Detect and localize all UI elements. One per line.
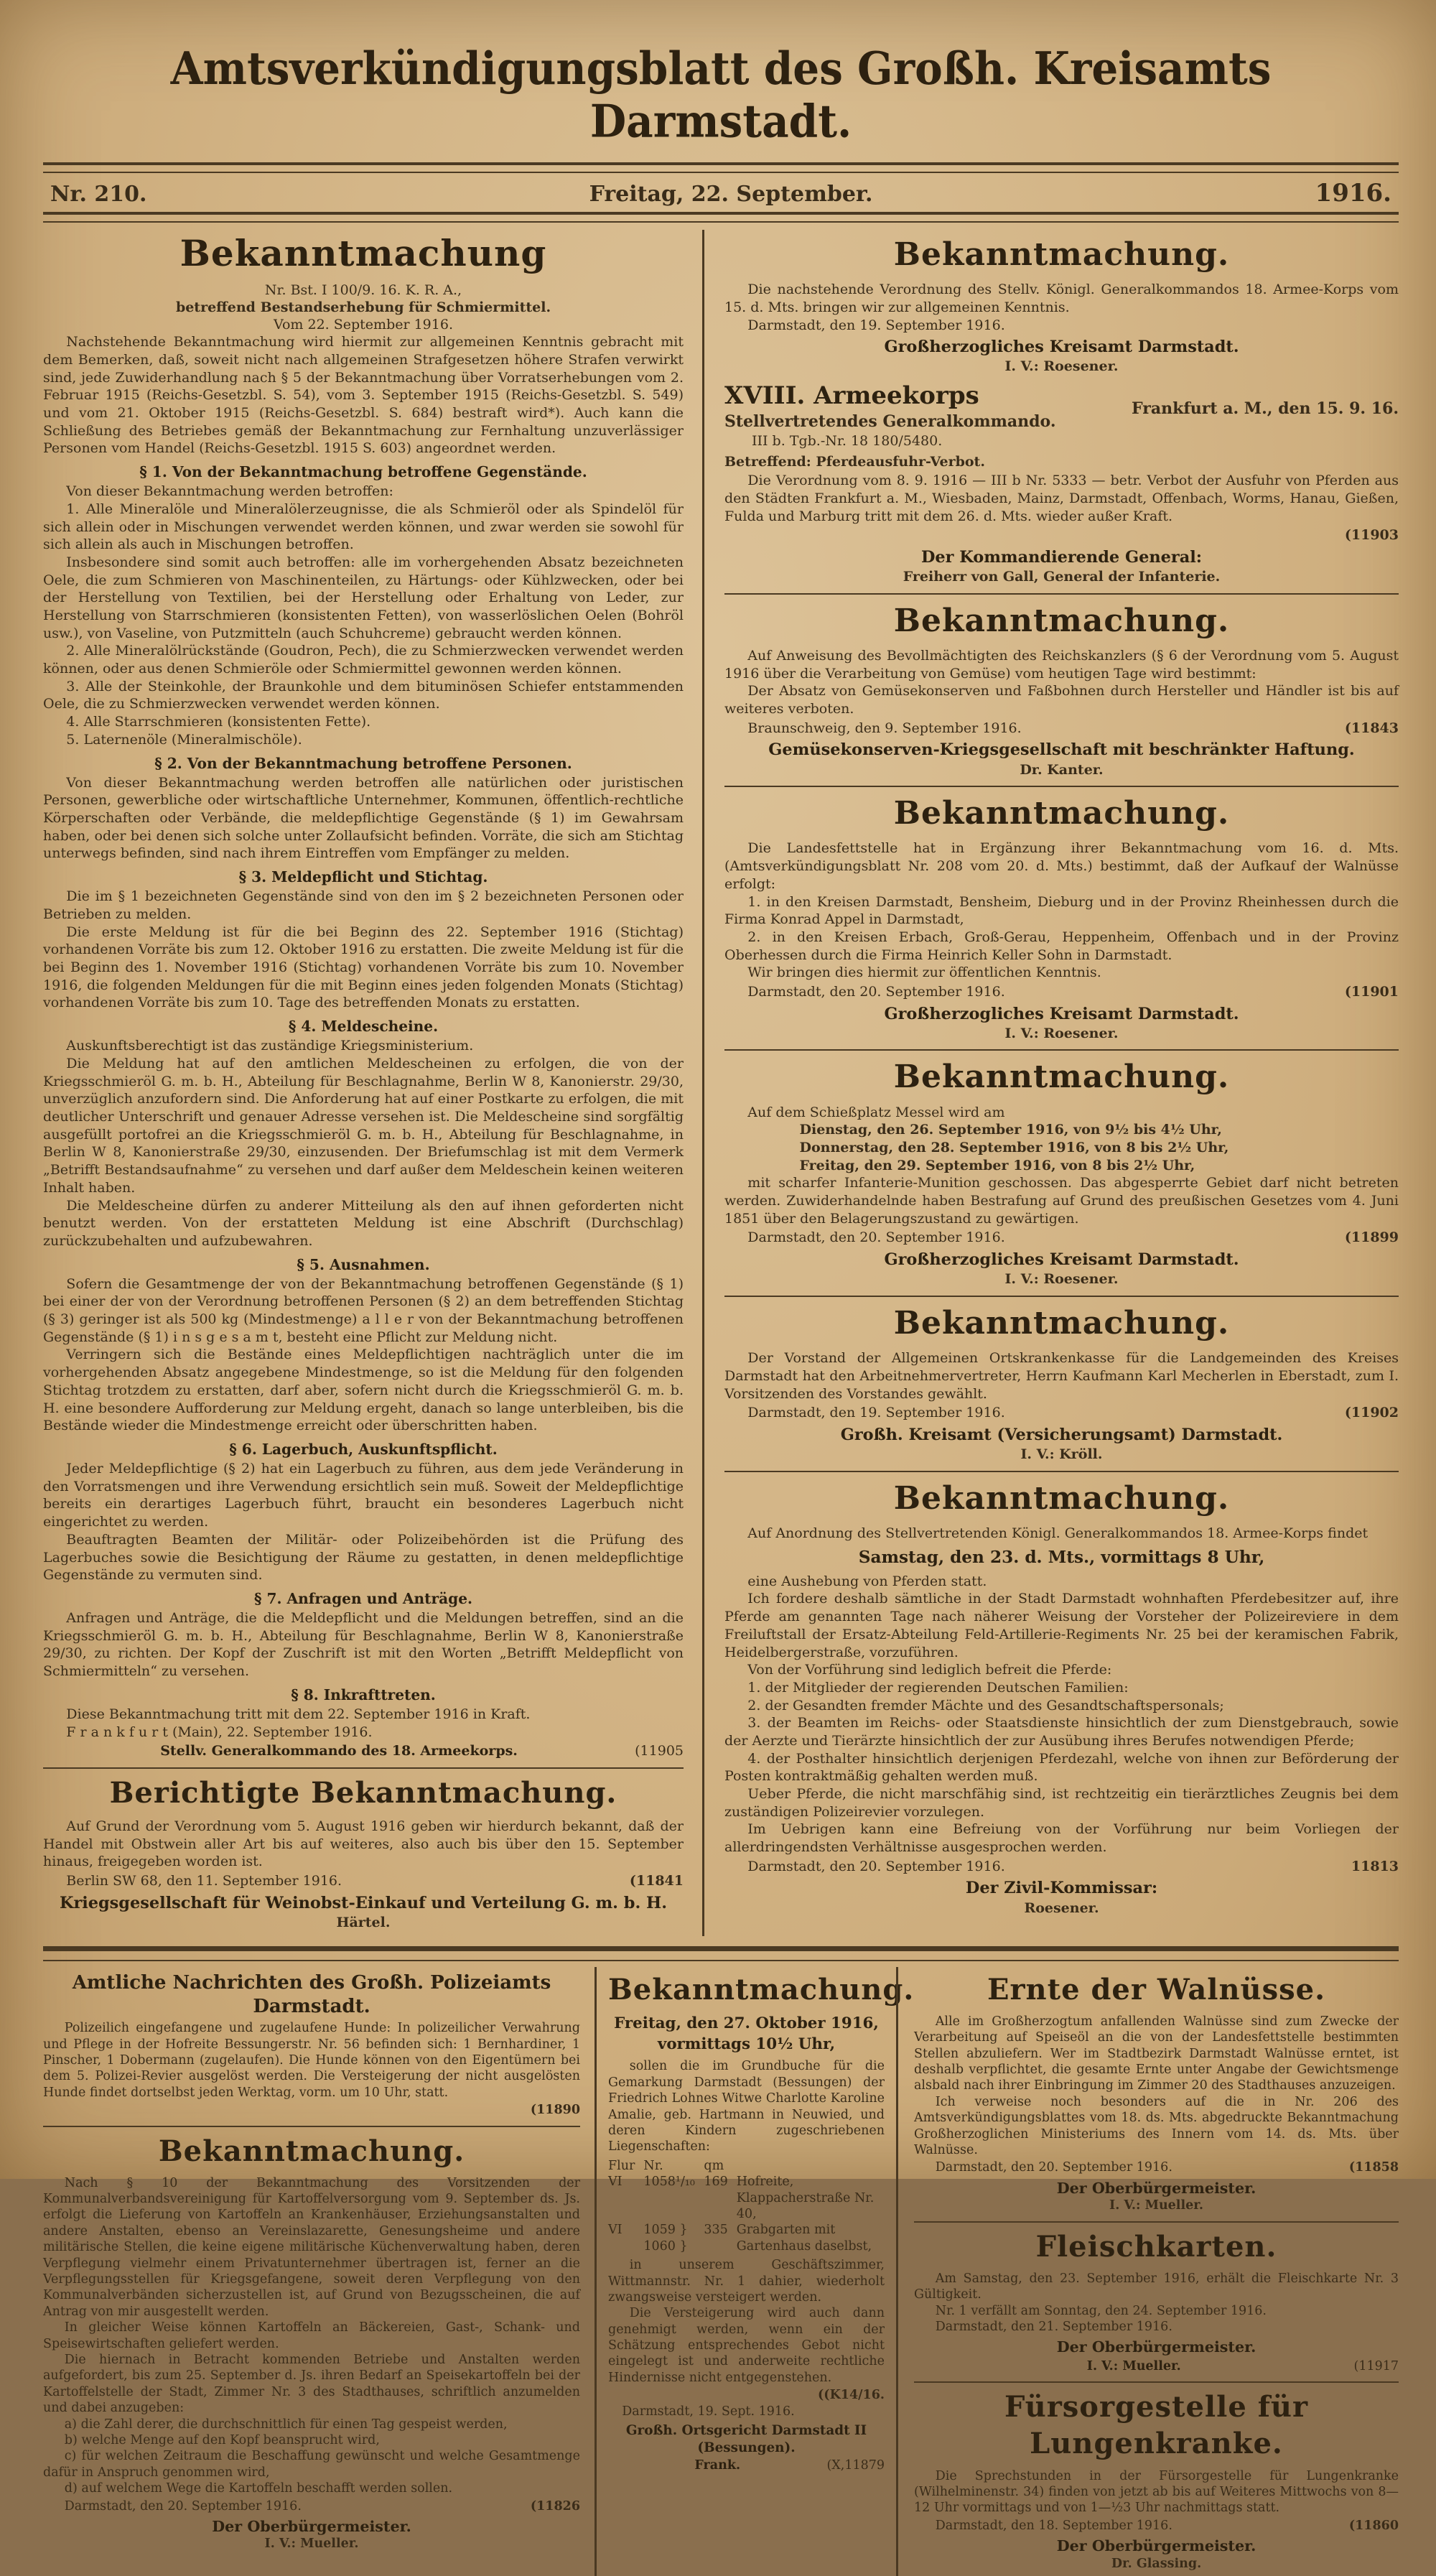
- signature-name: I. V.: Kröll.: [1020, 1446, 1103, 1463]
- article-title: Bekanntmachung.: [893, 795, 1230, 832]
- dateline: [724, 1858, 1399, 1876]
- article-title: Bekanntmachung.: [893, 236, 1230, 273]
- paragraph: Insbesondere sind somit auch betroffen: alle im vorhergehenden Absatz bezeichneten Oele, die zum Schmieren von Maschinenteilen, zu Härtungs- oder Kühlzwecken, oder bei der Herstellung von Textilien, bei der Herstellung oder Erhaltung von Leder, zur Herstellung von Starrschmieren (konsistenten Fetten), von wasserlöslichen Oelen (Bohröl usw.), von Vaseline, von Putzmitteln (auch Schuhcreme) gebraucht werden können.: [43, 554, 684, 641]
- article-divider: [724, 786, 1399, 787]
- article-schmiermittel: [43, 230, 684, 1760]
- article-subtitle: Nr. Bst. I 100/9. 16. K. R. A.,: [264, 282, 462, 298]
- reference-number: (11903: [1344, 527, 1399, 544]
- dateline: [914, 2159, 1399, 2175]
- article-body: [724, 281, 1399, 334]
- paragraph: Von dieser Bekanntmachung werden betroffen:: [66, 483, 393, 500]
- reference-number: (11899: [1344, 1229, 1399, 1246]
- paragraph: Von dieser Bekanntmachung werden betroffen alle natürlichen oder juristischen Personen, gewerbliche oder wirtschaftliche Unternehmer, Kommunen, öffentlich-rechtliche Körperschaften oder Verbände, die meldepflichtige Gegenstände (§ 1) im Gewahrsam haben, oder bei denen sich solche unter Zollaufsicht befinden. Vorräte, die sich am Stichtag unterwegs befinden, sind nach ihrem Eintreffen vom Empfänger zu melden.: [43, 774, 684, 862]
- reference-row: [608, 2387, 885, 2403]
- article-body: [43, 2175, 580, 2497]
- paragraph: Die Verordnung vom 8. 9. 1916 — III b Nr. 5333 — betr. Verbot der Ausfuhr von Pferden aus den Städten Frankfurt a. M., Wiesbaden, Mainz, Darmstadt, Offenbach, Worms, Hanau, Gießen, Fulda und Marburg tritt mit dem 26. d. Mts. wieder außer Kraft.: [724, 473, 1399, 524]
- paragraph: Im Uebrigen kann eine Befreiung von der Vorführung nur beim Vorliegen der allerdringendsten Verhältnisse ausgesprochen werden.: [724, 1821, 1399, 1856]
- article-title: Berichtigte Bekanntmachung.: [109, 1776, 617, 1810]
- paragraph: Ueber Pferde, die nicht marschfähig sind, ist rechtzeitig ein tierärztliches Zeugnis bei dem zuständigen Polizeirevier vorzulegen.: [724, 1786, 1399, 1820]
- reference-number: (11841: [629, 1873, 684, 1889]
- article-polizeiamt-nachrichten: [43, 1971, 580, 2119]
- section-heading: § 2. Von der Bekanntmachung betroffene Personen.: [154, 754, 572, 772]
- left-column: [43, 230, 702, 1936]
- paragraph: Donnerstag, den 28. September 1916, von 8 bis 2½ Uhr,: [799, 1140, 1229, 1156]
- paragraph: 1. Alle Mineralöle und Mineralölerzeugnisse, die als Schmieröl oder als Spindelöl für sich allein oder in Mischungen verwendet werden können, und zwar werden sie sowohl für sich allein als auch in Mischungen betroffen.: [43, 501, 684, 553]
- reference-number: 11813: [1351, 1858, 1399, 1874]
- cell-desc: Grabgarten mit Gartenhaus daselbst,: [736, 2223, 872, 2254]
- article-body: [724, 472, 1399, 525]
- reference-number: (11917: [1353, 2358, 1399, 2373]
- issue-year: 1916.: [1315, 179, 1391, 208]
- article-ernte-der-walnuesse: [914, 1971, 1399, 2214]
- section-body: [43, 483, 684, 748]
- signature: Der Oberbürgermeister.: [212, 2517, 411, 2535]
- signature-name: I. V.: Roesener.: [1004, 1025, 1119, 1041]
- paragraph: Ich fordere deshalb sämtliche in der Stadt Darmstadt wohnhaften Pferdebesitzer auf, ihre Pferde am genannten Tage nach näherer Weisung der Vorsteher der Polizeireviere in dem Freiluftstall der Ersatz-Abteilung Feld-Artillerie-Regiments Nr. 25 bei der keramischen Fabrik, Heidelbergerstraße, vorzuführen.: [724, 1591, 1399, 1660]
- article-fleischkarten: [914, 2228, 1399, 2375]
- paragraph: Auf Anweisung des Bevollmächtigten des Reichskanzlers (§ 6 der Verordnung vom 5. August 1916 über die Verarbeitung von Gemüse) vom heutigen Tage wird bestimmt:: [724, 648, 1399, 682]
- bottom-section: [43, 1967, 1399, 2576]
- article-body: [914, 2014, 1399, 2159]
- article-title: Fürsorgestelle für Lungenkranke.: [1004, 2390, 1309, 2461]
- korps-header: [724, 380, 1399, 450]
- section-body: [43, 1037, 684, 1250]
- section-body: [43, 1460, 684, 1584]
- table-row: [608, 2222, 885, 2254]
- paragraph: a) die Zahl derer, die durchschnittlich für einen Tag gespeist werden,: [64, 2417, 508, 2432]
- section-body: [43, 774, 684, 862]
- korps-dateline: Frankfurt a. M., den 15. 9. 16.: [1132, 399, 1399, 419]
- signature: Stellv. Generalkommando des 18. Armeekorps.: [160, 1743, 518, 1759]
- signature: Großh. Kreisamt (Versicherungsamt) Darmstadt.: [840, 1425, 1283, 1444]
- paragraph: 2. in den Kreisen Erbach, Groß-Gerau, Heppenheim, Offenbach und in der Provinz Oberhessen durch die Firma Heinrich Keller Sohn in Darmstadt.: [724, 929, 1399, 963]
- signature: Großh. Ortsgericht Darmstadt II (Bessungen).: [625, 2423, 867, 2455]
- paragraph: 3. Alle der Steinkohle, der Braunkohle und dem bituminösen Schiefer entstammenden Oele, die zu Schmierzwecken verwendet werden können.: [43, 678, 684, 712]
- paragraph: Der Absatz von Gemüsekonserven und Faßbohnen durch Hersteller und Händler ist bis auf weiteres verboten.: [724, 683, 1399, 717]
- reference-number: (11905: [635, 1743, 684, 1759]
- paragraph: Ich verweise noch besonders auf die in Nr. 206 des Amtsverkündigungsblattes vom 18. ds. Mts. abgedruckte Bekanntmachung Großherzoglichen Ministeriums des Innern vom 14. ds. Mts. über Walnüsse.: [914, 2094, 1399, 2157]
- signature-row: [914, 2358, 1399, 2374]
- signature-name: Roesener.: [1024, 1900, 1099, 1916]
- article-body: [724, 1573, 1399, 1856]
- section-heading: § 4. Meldescheine.: [288, 1018, 439, 1036]
- paragraph: 5. Laternenöle (Mineralmischöle).: [66, 731, 302, 748]
- paragraph: sollen die im Grundbuche für die Gemarkung Darmstadt (Bessungen) der Friedrich Lohnes Witwe Charlotte Karoline Amalie, geb. Hartmann in Neuwied, und deren Kindern zugeschriebenen Liegenschaften:: [608, 2059, 885, 2154]
- paragraph: Wir bringen dies hiermit zur öffentlichen Kenntnis.: [747, 964, 1101, 981]
- korps-left: [724, 380, 1056, 450]
- bottom-left-column: [43, 1967, 595, 2576]
- article-schiessplatz-messel: [724, 1056, 1399, 1288]
- article-divider: [914, 2381, 1399, 2383]
- dateline: [724, 720, 1399, 738]
- paragraph: Darmstadt, den 21. September 1916.: [935, 2319, 1172, 2334]
- article-zwangsversteigerung: [608, 1971, 915, 2474]
- paragraph: Nach § 10 der Bekanntmachung des Vorsitzenden der Kommunalverbandsvereinigung für Kartoffelversorgung vom 9. September ds. Js. erfolgt die Lieferung von Kartoffeln an Krankenhäuser, Erziehungsanstalten und andere Anstalten, ebenso an Vereinslazarette, Genesungsheime und andere militärische Stellen, die keine eigene militärische Küchenverwaltung haben, deren Verpflegung vielmehr einem Privatunternehmer übertragen ist, ferner an die Verpflegungsstellen für Kriegsgefangene, soweit deren Verpflegung von den Kommunalverbänden sicherzustellen ist, auf Grund von Bezugsscheinen, die auf Antrag von mir ausgestellt werden.: [43, 2175, 580, 2319]
- article-divider: [724, 1296, 1399, 1297]
- masthead-rule-top: [43, 162, 1399, 173]
- article-divider: [724, 1049, 1399, 1051]
- dateline-text: Darmstadt, den 18. September 1916.: [935, 2518, 1172, 2533]
- paragraph: 1. in den Kreisen Darmstadt, Bensheim, Dieburg und in der Provinz Rheinhessen durch die Firma Konrad Appel in Darmstadt,: [724, 893, 1399, 928]
- article-subtitle: betreffend Bestandserhebung für Schmiermittel.: [175, 299, 551, 315]
- cell-flur: VI: [608, 2223, 623, 2238]
- reference-number: (11858: [1348, 2160, 1399, 2175]
- article-title: Bekanntmachung.: [158, 2134, 465, 2168]
- reference-number: (11902: [1344, 1405, 1399, 1421]
- paragraph: 3. der Beamten im Reichs- oder Staatsdienste hinsichtlich der zum Dienstgebrauch, sowie der Aerzte und Tierärzte hinsichtlich der zur Ausübung ihres Berufes notwendigen Pferde;: [724, 1715, 1399, 1749]
- paragraph: Sofern die Gesamtmenge der von der Bekanntmachung betroffenen Gegenstände (§ 1) bei einer der von der Verordnung betroffenen Personen (§ 2) an dem betreffenden Stichtag (§ 3) geringer ist als 500 kg (Mindestmenge) a l l e r von der Bekanntmachung betroffenen Gegenstände (§ 1) i n s g e s a m t, besteht eine Pflicht zur Meldung nicht.: [43, 1275, 684, 1345]
- dateline-text: Darmstadt, den 20. September 1916.: [747, 1858, 1005, 1874]
- signature: Kriegsgesellschaft für Weinobst-Einkauf und Verteilung G. m. b. H.: [59, 1893, 668, 1912]
- col-qm: qm: [704, 2158, 724, 2173]
- article-gemuesekonserven: [724, 600, 1399, 778]
- cell-desc: Hofreite, Klappacherstraße Nr. 40,: [736, 2175, 875, 2221]
- article-body: [43, 1818, 684, 1871]
- article-divider: [914, 2221, 1399, 2223]
- article-berichtigte-bekanntmachung: [43, 1775, 684, 1932]
- article-ortskrankenkasse: [724, 1303, 1399, 1464]
- signature-name: Dr. Glassing.: [1111, 2556, 1202, 2571]
- section-body: [43, 1609, 684, 1680]
- emphasized-date-line: Freitag, den 27. Oktober 1916,: [614, 2014, 879, 2032]
- paragraph: Die Landesfettstelle hat in Ergänzung ihrer Bekanntmachung vom 16. d. Mts. (Amtsverkündigungsblatt Nr. 208 vom 20. d. Mts.) bestimmt, daß der Aufkauf der Walnüsse erfolgt:: [724, 840, 1399, 892]
- emphasized-date-line: Samstag, den 23. d. Mts., vormittags 8 Uhr,: [858, 1547, 1265, 1567]
- article-intro: [43, 333, 684, 457]
- right-column: [702, 230, 1399, 1936]
- section-heading: § 5. Ausnahmen.: [297, 1255, 430, 1273]
- reference-number: (11901: [1344, 983, 1399, 1000]
- dateline-text: Darmstadt, den 20. September 1916.: [747, 983, 1005, 1000]
- article-kartoffelversorgung: [43, 2133, 580, 2552]
- section-body: [43, 1706, 684, 1741]
- article-title: Bekanntmachung.: [893, 602, 1230, 639]
- cell-nr: 1059 } 1060 }: [643, 2223, 688, 2254]
- paragraph: Dienstag, den 26. September 1916, von 9½ bis 4½ Uhr,: [799, 1122, 1222, 1138]
- article-divider: [724, 1471, 1399, 1472]
- article-title: Bekanntmachung: [180, 232, 547, 274]
- section-heading: § 3. Meldepflicht und Stichtag.: [238, 868, 488, 886]
- dateline-text: Darmstadt, den 20. September 1916.: [64, 2498, 302, 2514]
- paragraph: Die Meldung hat auf den amtlichen Meldescheinen zu erfolgen, die von der Kriegsschmieröl G. m. b. H., Abteilung für Beschlagnahme, Berlin W 8, Kanonierstr. 29/30, unverzüglich anzufordern sind. Die Anforderung hat auf einer Postkarte zu erfolgen, die mit deutlicher Unterschrift und genauer Adresse versehen ist. Die Meldescheine sind sorgfältig ausgefüllt portofrei an die Kriegsschmieröl G. m. b. H., Abteilung für Beschlagnahme, in Berlin W 8, Kanonierstraße 29/30, einzusenden. Der Briefumschlag ist mit dem Vermerk „Betrifft Bestandsaufnahme“ zu versehen und darf außer dem Meldeschein keinen weiteren Inhalt haben.: [43, 1056, 684, 1196]
- paragraph: Freitag, den 29. September 1916, von 8 bis 2½ Uhr,: [799, 1157, 1195, 1173]
- reference-number: (X,11879: [826, 2458, 885, 2473]
- issue-row: [43, 173, 1399, 212]
- article-title: Amtliche Nachrichten des Großh. Polizeiamts Darmstadt.: [72, 1971, 551, 2017]
- article-divider: [43, 1767, 684, 1769]
- dateline-text: Darmstadt, 19. Sept. 1916.: [622, 2404, 795, 2419]
- signature: Der Oberbürgermeister.: [1056, 2537, 1256, 2555]
- cell-qm: 335: [704, 2223, 728, 2238]
- dateline: [724, 1404, 1399, 1422]
- paragraph: Die erste Meldung ist für die bei Beginn des 22. September 1916 (Stichtag) vorhandenen Vorräte bis zum 12. Oktober 1916 zu erstatten. Die zweite Meldung ist für die bei Beginn des 1. November 1916 (Stichtag) vorhandenen Vorräte bis zum 10. November 1916, die folgenden Meldungen für die mit Beginn eines jeden folgenden Monats (Stichtag) vorhandenen Vorräte bis zum 10. Tage des betreffenden Monats zu erstatten.: [43, 924, 684, 1011]
- article-title: Bekanntmachung.: [608, 1972, 915, 2007]
- signature-name: Dr. Kanter.: [1020, 761, 1104, 778]
- dateline: [724, 983, 1399, 1001]
- paragraph: Die im § 1 bezeichneten Gegenstände sind von den im § 2 bezeichneten Personen oder Betrieben zu melden.: [43, 888, 684, 923]
- bottom-right-column: [896, 1967, 1399, 2576]
- bottom-middle-column: [595, 1967, 915, 2576]
- signature: Großherzogliches Kreisamt Darmstadt.: [884, 338, 1239, 357]
- paragraph: Auf dem Schießplatz Messel wird am: [747, 1104, 1005, 1120]
- paragraph: Polizeilich eingefangene und zugelaufene Hunde: In polizeilicher Verwahrung und Pflege in der Hofreite Bessungerstr. Nr. 56 befinden sich: 1 Bernhardiner, 1 Pinscher, 1 Dobermann (zugelaufen). Die Hunde können von den Eigentümern bei dem 5. Polizei-Revier ausgelöst werden. Die Versteigerung der nicht ausgelösten Hunde findet dortselbst jeden Werktag, vorm. um 10 Uhr, statt.: [43, 2021, 580, 2100]
- newspaper-title: Amtsverkündigungsblatt des Großh. Kreisamts Darmstadt.: [170, 42, 1272, 148]
- dateline: [43, 2498, 580, 2514]
- signature-name: I. V.: Mueller.: [1086, 2358, 1181, 2373]
- signature-name: I. V.: Roesener.: [1004, 358, 1119, 375]
- dateline-text: Darmstadt, den 20. September 1916.: [935, 2160, 1172, 2175]
- article-pferde-aushebung: [724, 1478, 1399, 1917]
- reference-row: [724, 526, 1399, 544]
- signature-name: I. V.: Mueller.: [264, 2537, 359, 2552]
- signature: Gemüsekonserven-Kriegsgesellschaft mit beschränkter Haftung.: [768, 740, 1355, 760]
- betreff-line: Betreffend: Pferdeausfuhr-Verbot.: [724, 453, 985, 470]
- reference-number: (11826: [530, 2498, 580, 2514]
- paragraph: Die Versteigerung wird auch dann genehmigt werden, wenn ein der Schätzung entsprechendes Gebot nicht eingelegt ist und anderweite rechtliche Hindernisse nicht entgegenstehen.: [608, 2306, 885, 2385]
- article-walnuss-aufkauf: [724, 793, 1399, 1042]
- col-desc: [737, 2158, 885, 2174]
- paragraph: Verringern sich die Bestände eines Meldepflichtigen nachträglich unter die im vorhergehenden Absatz angegebene Mindestmenge, so ist die Meldung für den folgenden Stichtag trotzdem zu erstatten, darf aber, sofern nicht durch die Kriegsschmieröl G. m. b. H. eine besondere Aufforderung zur Meldung ergeht, danach so lange unterbleiben, bis die Bestände wieder die Mindestmenge erreicht oder überschritten haben.: [43, 1347, 684, 1434]
- paragraph: Alle im Großherzogtum anfallenden Walnüsse sind zum Zwecke der Verarbeitung auf Speiseöl an die von der Landesfettstelle bestimmten Stellen abzuliefern. Wer im Stadtbezirk Darmstadt Walnüsse erntet, ist deshalb verpflichtet, die gesamte Ernte unter Angabe der Gewichtsmenge alsbald nach ihrer Einbringung im Zimmer 20 des Stadthauses anzuzeigen.: [914, 2014, 1399, 2093]
- reference-row: [43, 2102, 580, 2118]
- section-body: [43, 888, 684, 1012]
- article-fuersorgestelle-lungenkranke: [914, 2389, 1399, 2572]
- article-divider: [724, 593, 1399, 595]
- paragraph: Auf Grund der Verordnung vom 5. August 1916 geben wir hierdurch bekannt, daß der Handel mit Obstwein aller Art bis auf weiteres, also auch bis über den 15. September hinaus, freigegeben worden ist.: [43, 1818, 684, 1870]
- paragraph: Von der Vorführung sind lediglich befreit die Pferde:: [747, 1662, 1112, 1678]
- paragraph: 1. der Mitglieder der regierenden Deutschen Familien:: [747, 1679, 1129, 1696]
- article-body: [914, 2271, 1399, 2335]
- paragraph: Jeder Meldepflichtige (§ 2) hat ein Lagerbuch zu führen, aus dem jede Veränderung in den Vorratsmengen und ihre Verwendung ersichtlich sein muß. Soweit der Meldepflichtige bereits ein derartiges Lagerbuch führt, braucht ein besonderes Lagerbuch nicht eingerichtet zu werden.: [43, 1461, 684, 1530]
- dateline-text: Darmstadt, den 19. September 1916.: [747, 1405, 1005, 1421]
- paragraph: In gleicher Weise können Kartoffeln an Bäckereien, Gast-, Schank- und Speisewirtschaften geliefert werden.: [43, 2320, 580, 2351]
- section-heading: § 7. Anfragen und Anträge.: [253, 1589, 473, 1607]
- signature-row: [608, 2458, 885, 2473]
- issue-date: Freitag, 22. September.: [589, 182, 873, 207]
- article-body: [914, 2468, 1399, 2516]
- article-body: [608, 2257, 885, 2386]
- paragraph: Die Meldescheine dürfen zu anderer Mitteilung als den auf ihnen geforderten nicht benutzt werden. Von der erstatteten Meldung ist eine Abschrift (Durchschlag) zurückzubehalten und aufzubewahren.: [43, 1197, 684, 1249]
- paragraph: eine Aushebung von Pferden statt.: [747, 1573, 987, 1589]
- signature-name: I. V.: Mueller.: [1109, 2198, 1203, 2213]
- paragraph: Anfragen und Anträge, die die Meldepflicht und die Meldungen betreffen, sind an die Kriegsschmieröl G. m. b. H., Abteilung für Beschlagnahme, Berlin W 8, Kanonierstraße 29/30, zu richten. Der Kopf der Zuschrift ist mit den Worten „Betrifft Meldepflicht von Schmiermitteln“ zu versehen.: [43, 1610, 684, 1680]
- signature: Der Kommandierende General:: [921, 547, 1202, 567]
- paragraph: Nachstehende Bekanntmachung wird hiermit zur allgemeinen Kenntnis gebracht mit dem Bemerken, daß, soweit nicht nach allgemeinen Strafgesetzen höhere Strafen verwirkt sind, jede Zuwiderhandlung nach § 5 der Bekanntmachung über Vorratserhebungen vom 2. Februar 1915 (Reichs-Gesetzbl. S. 54), vom 3. September 1915 (Reichs-Gesetzbl. S. 549) und vom 21. Oktober 1915 (Reichs-Gesetzbl. S. 684) bestraft wird*). Auch kann die Schließung des Betriebes gemäß der Bekanntmachung zur Fernhaltung unzuverlässiger Personen vom Handel (Reichs-Gesetzbl. 1915 S. 603) angeordnet werden.: [43, 334, 684, 457]
- col-flur: Flur: [608, 2158, 635, 2173]
- paragraph: Die hiernach in Betracht kommenden Betriebe und Anstalten werden aufgefordert, bis zum 25. September d. Js. ihren Bedarf an Speisekartoffeln bei der Kartoffelstelle der Stadt, Zimmer Nr. 3 des Stadthauses, schriftlich anzumelden und dabei anzugeben:: [43, 2353, 580, 2416]
- paragraph: 4. Alle Starrschmieren (konsistenten Fette).: [66, 714, 371, 730]
- article-generalkommando-verordnung: [724, 234, 1399, 376]
- signature: Der Oberbürgermeister.: [1056, 2338, 1256, 2356]
- paragraph: Diese Bekanntmachung tritt mit dem 22. September 1916 in Kraft.: [66, 1706, 531, 1722]
- main-section: [43, 230, 1399, 1936]
- col-nr: Nr.: [643, 2158, 663, 2173]
- article-title: Bekanntmachung.: [893, 1304, 1230, 1342]
- signature-name: Frank.: [694, 2458, 741, 2473]
- article-body: [724, 1349, 1399, 1403]
- cell-nr: 1058¹/₁₀: [643, 2175, 695, 2190]
- schedule-list: [724, 1121, 1399, 1174]
- reference-number: (11860: [1348, 2518, 1399, 2533]
- article-body: [724, 840, 1399, 982]
- article-title: Ernte der Walnüsse.: [987, 1972, 1326, 2007]
- article-body: [608, 2058, 885, 2154]
- paragraph: Auf Anordnung des Stellvertretenden Königl. Generalkommandos 18. Armee-Korps findet: [747, 1525, 1369, 1541]
- table-header-row: [608, 2158, 885, 2174]
- paragraph: Am Samstag, den 23. September 1916, erhält die Fleischkarte Nr. 3 Gültigkeit.: [914, 2271, 1399, 2302]
- signature: Großherzogliches Kreisamt Darmstadt.: [884, 1004, 1239, 1023]
- property-table: [608, 2158, 885, 2254]
- paragraph: b) welche Menge auf den Kopf beansprucht wird,: [64, 2432, 380, 2447]
- section-heading: § 1. Von der Bekanntmachung betroffene Gegenstände.: [139, 463, 587, 481]
- korps-title: XVIII. Armeekorps: [724, 381, 979, 411]
- paragraph: in unserem Geschäftszimmer, Wittmannstr. Nr. 1 dahier, wiederholt zwangsweise versteigert werden.: [608, 2258, 885, 2305]
- paragraph: mit scharfer Infanterie-Munition geschossen. Das abgesperrte Gebiet darf nicht betreten werden. Zuwiderhandelnde haben Bestrafung auf Grund des preußischen Gesetzes vom 4. Juni 1851 über den Belagerungszustand zu gewärtigen.: [724, 1175, 1399, 1227]
- signature: Großherzogliches Kreisamt Darmstadt.: [884, 1250, 1239, 1270]
- article-title: Fleischkarten.: [1035, 2229, 1277, 2264]
- paragraph: Auskunftsberechtigt ist das zuständige Kriegsministerium.: [66, 1038, 474, 1054]
- paragraph: c) für welchen Zeitraum die Beschaffung gewünscht und welche Gesamtmenge dafür in Anspruch genommen wird,: [43, 2449, 580, 2480]
- paragraph: Die nachstehende Verordnung des Stellv. Königl. Generalkommandos 18. Armee-Korps vom 15. d. Mts. bringen wir zur allgemeinen Kenntnis.: [724, 282, 1399, 315]
- reference-number: (11890: [530, 2103, 580, 2118]
- table-row: [608, 2174, 885, 2222]
- signature-row: [43, 1742, 684, 1760]
- paragraph: Darmstadt, den 19. September 1916.: [747, 317, 1005, 333]
- paragraph: 4. der Posthalter hinsichtlich derjenigen Pferdezahl, welche von ihnen zur Beförderung der Posten kontraktmäßig gehalten werden muß.: [724, 1750, 1399, 1785]
- paragraph: F r a n k f u r t (Main), 22. September 1916.: [66, 1724, 373, 1740]
- dateline: [724, 1229, 1399, 1247]
- paragraph: Der Vorstand der Allgemeinen Ortskrankenkasse für die Landgemeinden des Kreises Darmstadt hat den Arbeitnehmervertreter, Herrn Kaufmann Karl Mecherlen in Eberstadt, zum I. Vorsitzenden des Vorstandes gewählt.: [724, 1350, 1399, 1402]
- paragraph: Nr. 1 verfällt am Sonntag, den 24. September 1916.: [935, 2303, 1267, 2318]
- korps-journal-number: III b. Tgb.-Nr. 18 180/5480.: [752, 432, 943, 449]
- korps-subtitle: Stellvertretendes Generalkommando.: [724, 412, 1056, 432]
- paragraph: 2. Alle Mineralölrückstände (Goudron, Pech), die zu Schmierzwecken verwendet werden können, oder aus denen Schmieröle oder Schmiermittel gewonnen werden können.: [43, 643, 684, 677]
- masthead-rule-bottom: [43, 212, 1399, 223]
- cell-flur: VI: [608, 2175, 623, 2190]
- section-heading: § 8. Inkrafttreten.: [291, 1685, 436, 1703]
- section-divider-heavy: [43, 1946, 1399, 1961]
- signature-name: I. V.: Roesener.: [1004, 1271, 1119, 1288]
- dateline-text: Darmstadt, den 20. September 1916.: [747, 1229, 1005, 1246]
- article-subtitle: Vom 22. September 1916.: [274, 316, 453, 333]
- article-title: Bekanntmachung.: [893, 1479, 1230, 1517]
- article-title: Bekanntmachung.: [893, 1059, 1230, 1096]
- section-body: [43, 1275, 684, 1435]
- section-heading: § 6. Lagerbuch, Auskunftspflicht.: [229, 1440, 498, 1458]
- paragraph: 2. der Gesandten fremder Mächte und des Gesandtschaftspersonals;: [747, 1697, 1224, 1714]
- article-body: [724, 1174, 1399, 1227]
- article-body: [724, 647, 1399, 718]
- signature-name: Härtel.: [336, 1914, 391, 1930]
- cell-qm: 169: [704, 2175, 728, 2190]
- dateline: [43, 1872, 684, 1890]
- reference-number: ((K14/16.: [818, 2388, 885, 2403]
- dateline: [914, 2518, 1399, 2534]
- paragraph: Die Sprechstunden in der Fürsorgestelle für Lungenkranke (Wilhelminenstr. 34) finden von jetzt ab bis auf Weiteres Mittwochs von 8—12 Uhr vormittags und von 1—½3 Uhr nachmittags statt.: [914, 2468, 1399, 2516]
- article-pferdeausfuhr-verbot: [724, 380, 1399, 586]
- article-divider: [43, 2126, 580, 2127]
- signature: Der Oberbürgermeister.: [1056, 2179, 1256, 2197]
- paragraph: d) auf welchem Wege die Kartoffeln beschafft werden sollen.: [64, 2481, 453, 2496]
- reference-number: (11843: [1344, 720, 1399, 736]
- issue-number: Nr. 210.: [50, 182, 147, 207]
- masthead: [43, 42, 1399, 223]
- dateline-text: Braunschweig, den 9. September 1916.: [747, 720, 1022, 736]
- paragraph: Beauftragten Beamten der Militär- oder Polizeibehörden ist die Prüfung des Lagerbuches sowie die Besichtigung der Räume zu gestatten, in denen meldepflichtige Gegenstände zu vermuten sind.: [43, 1531, 684, 1584]
- signature-name: Freiherr von Gall, General der Infanterie.: [903, 569, 1221, 585]
- signature: Der Zivil-Kommissar:: [965, 1879, 1158, 1898]
- dateline-text: Berlin SW 68, den 11. September 1916.: [66, 1873, 342, 1889]
- emphasized-time-line: vormittags 10½ Uhr,: [657, 2035, 836, 2054]
